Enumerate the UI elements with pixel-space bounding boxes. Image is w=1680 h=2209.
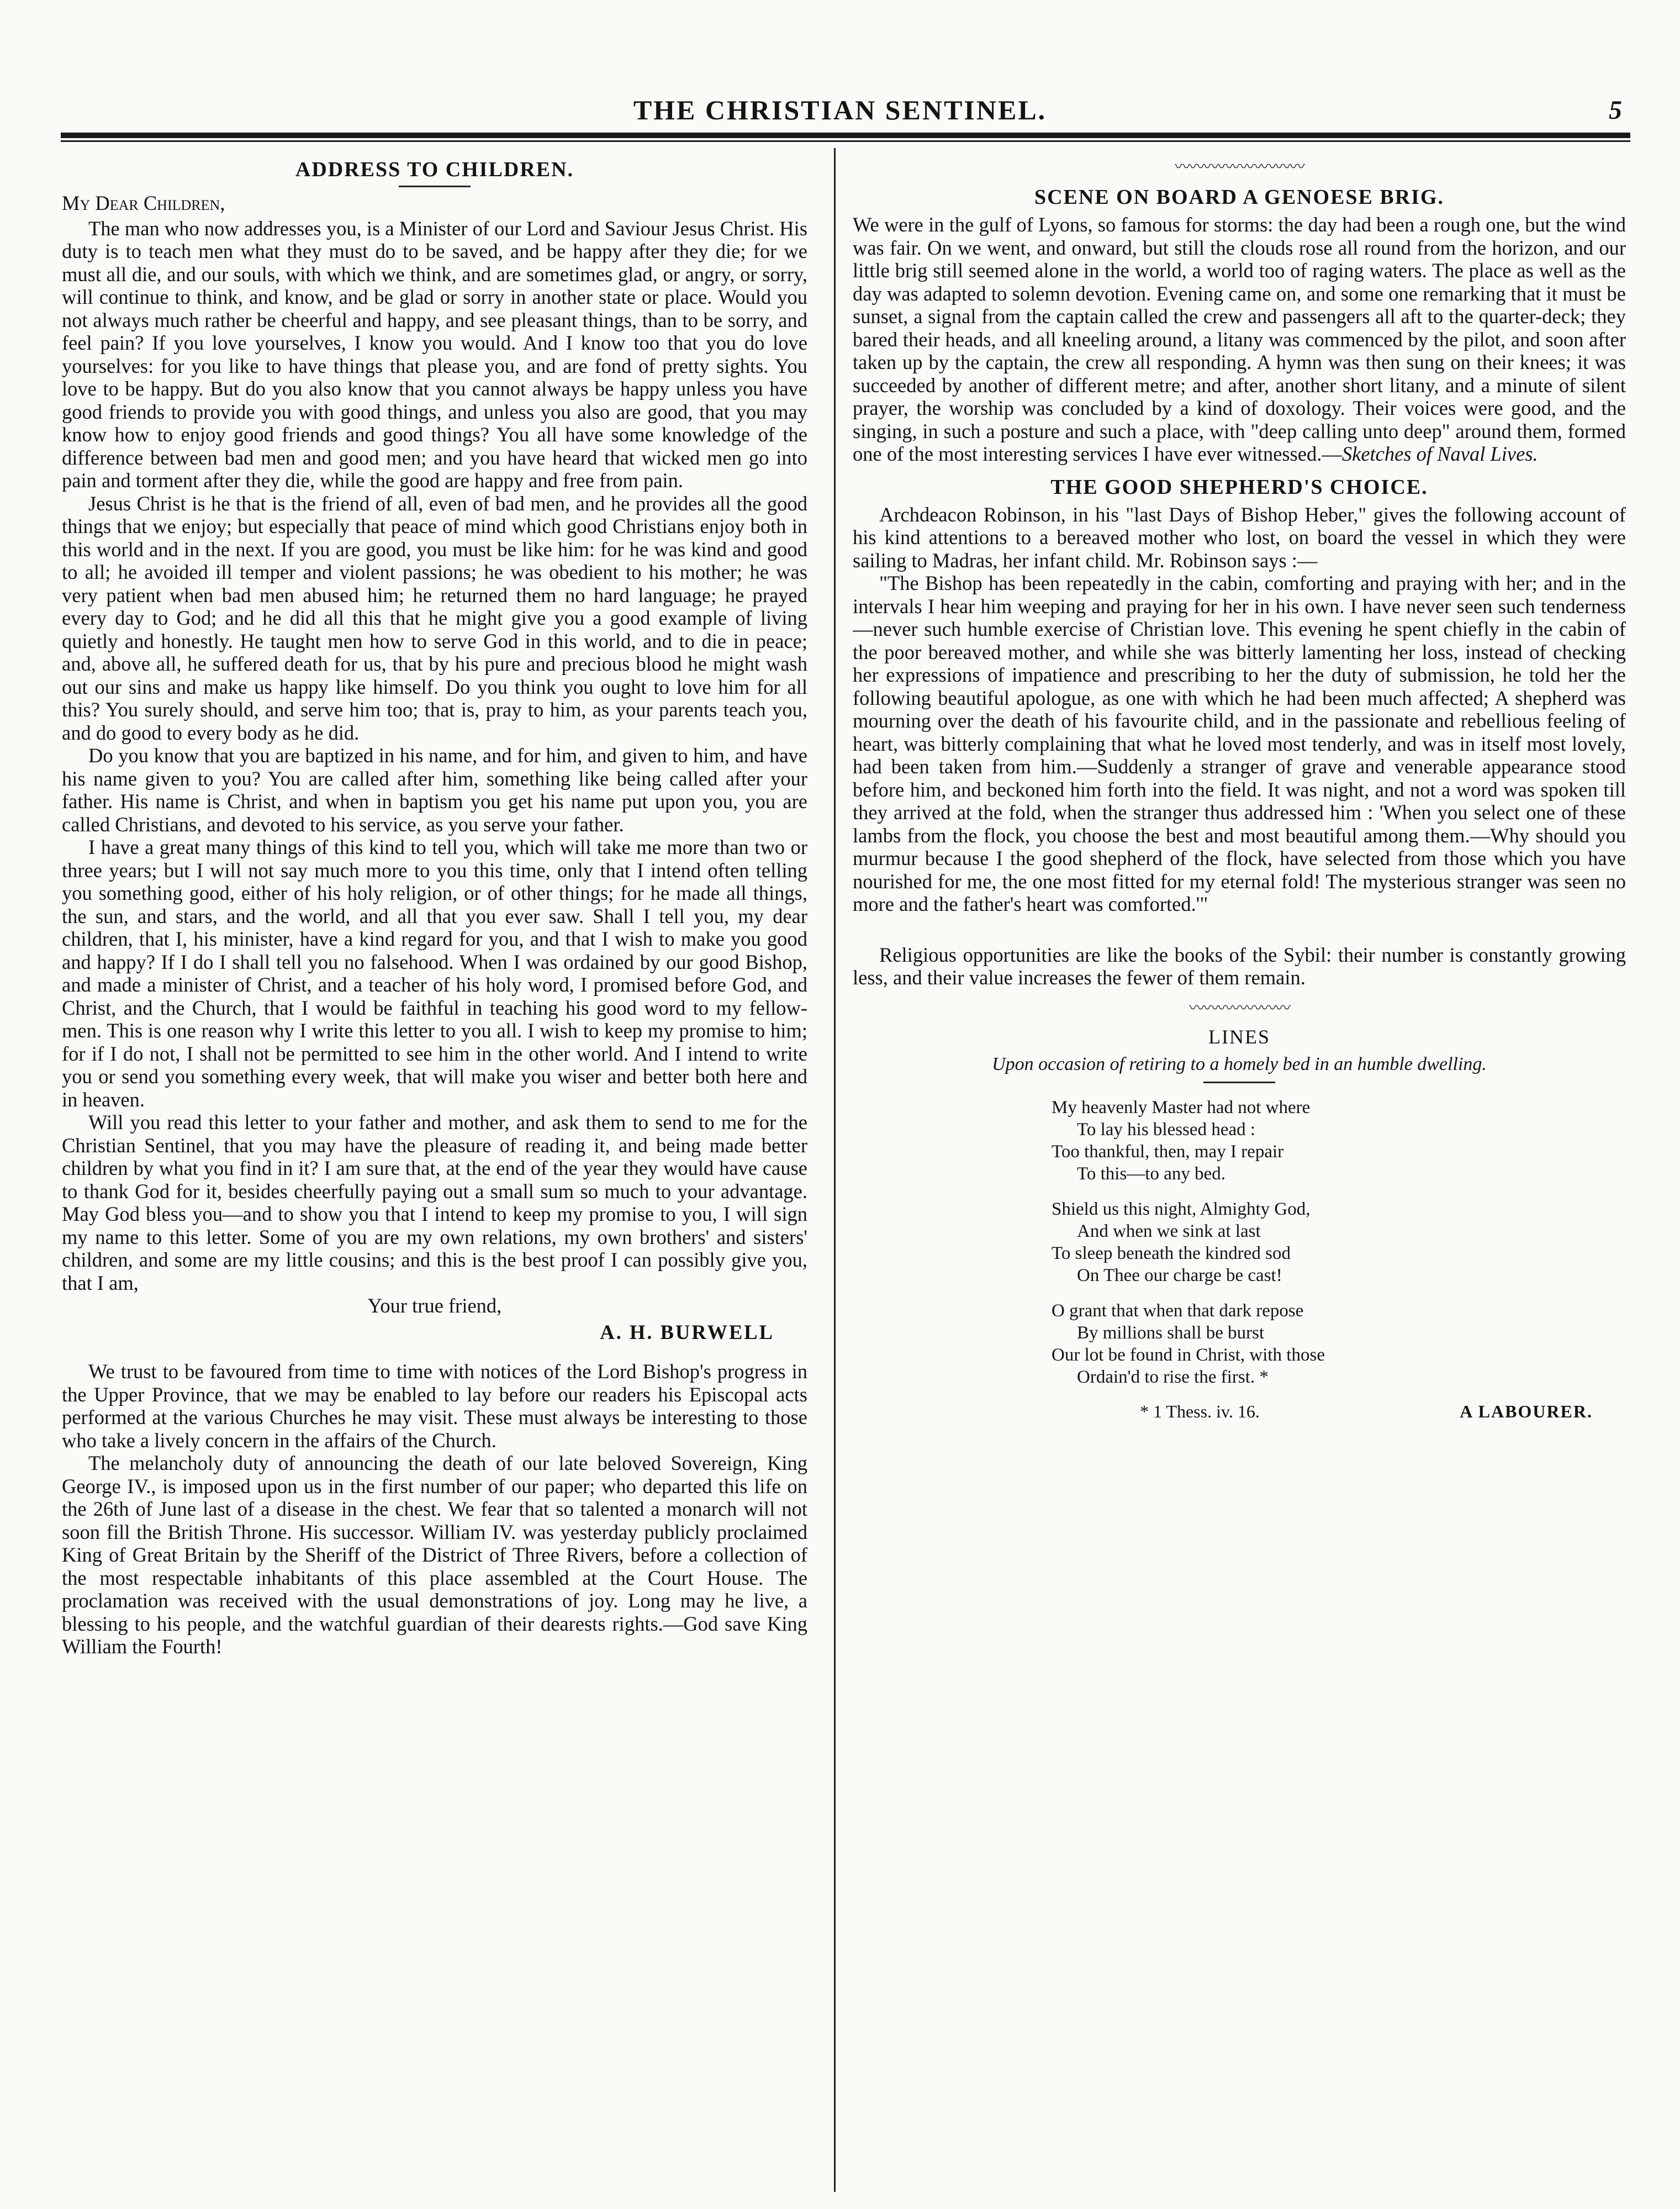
column-divider (834, 148, 836, 2192)
poem-stanza (1052, 1198, 1626, 1287)
shepherd-heading: THE GOOD SHEPHERD'S CHOICE. (1050, 475, 1428, 499)
poem-footer (853, 1400, 1626, 1424)
ornamental-divider: 〰〰〰〰〰〰〰 (1188, 999, 1290, 1017)
header-rule (61, 133, 1630, 138)
address-paragraph: Jesus Christ is he that is the friend of all, even of bad men, and he provides all the good things that we enjoy; but especially that peace of mind which good Christians enjoy both in this world and in the next. If you are good, you must be like him: for he was kind and good to all; he avoided ill temper and violent passions; he was obedient to his mother; he was very patient when bad men abused him; he returned them no hard language; he prayed every day to God; and he did all this that he might give you a good example of living quietly and honestly. He taught men how to serve God in this world, and to die in peace; and, above all, he suffered death for us, that by his pure and precious blood he might wash out our sins and make us happy like himself. Do you think you ought to love him for all this? You surely should, and serve him too; that is, pray to him, as your parents teach you, and do good to every body as he did. (62, 492, 807, 744)
scene-paragraph (853, 213, 1626, 466)
address-paragraph: Will you read this letter to your father and mother, and ask them to send to me for the Christian Sentinel, that you may have the pleasure of reading it, and being made better children by what you find in it? I am sure that, at the end of the year they would have cause to thank God for it, besides cheerfully paying out a small sum so much to your advantage. May God bless you—and to show you that I intend to keep my promise to you, I will sign my name to this letter. Some of you are my own relations, my own brothers' and sisters' children, and some are my little cousins; and this is the best proof I can possibly give you, that I am, (62, 1111, 807, 1294)
page-number: 5 (1609, 96, 1622, 125)
scene-text: We were in the gulf of Lyons, so famous for storms: the day had been a rough one, but the wind was fair. On we went, and onward, but still the clouds rose all round from the horizon, and our little brig still seemed alone in the world, a world too of raging waters. The place as well as the day was adapted to solemn devotion. Evening came on, and some one remarking that it must be sunset, a signal from the captain called the crew and passengers all aft to the quarter-deck; they bared their heads, and all kneeling around, a litany was commenced by the pilot, and soon after taken up by the captain, the crew all responding. A hymn was then sung on their knees; it was succeeded by another of different metre; and after, another short litany, and a minute of silent prayer, the worship was concluded by a kind of doxology. Their voices were good, and the singing, in such a posture and such a place, with "deep calling unto deep" around them, formed one of the most interesting services I have ever witnessed.— (853, 213, 1626, 465)
poem-line: Shield us this night, Almighty God, (1052, 1199, 1311, 1219)
notice-paragraph: The melancholy duty of announcing the death of our late beloved Sovereign, King George IV., is imposed upon us in the first number of our paper; who departed this life on the 26th of June last of a disease in the chest. We fear that so talented a monarch will not soon fill the British Throne. His successor. William IV. was yesterday publicly proclaimed King of Great Britain by the Sheriff of the District of Three Rivers, before a collection of the most respectable inhabitants of this place assembled at the Court House. The proclamation was received with the usual demonstrations of joy. Long may he live, a blessing to his people, and the watchful guardian of their dearests rights.—God save King William the Fourth! (62, 1452, 807, 1658)
poem-line: To lay his blessed head : (1077, 1119, 1256, 1140)
shepherd-intro: Archdeacon Robinson, in his "last Days of Bishop Heber," gives the following account of his kind attentions to a bereaved mother who lost, on board the vessel in which they were sailing to Madras, her infant child. Mr. Robinson says :— (853, 503, 1626, 572)
address-closing: Your true friend, (367, 1294, 502, 1317)
poem-line: Too thankful, then, may I repair (1052, 1141, 1284, 1162)
right-column (853, 148, 1626, 2192)
notice-paragraph: We trust to be favoured from time to time with notices of the Lord Bishop's progress in the Upper Province, that we may be enabled to lay before our readers his Episcopal acts performed at the various Churches he may visit. These must always be interesting to those who take a lively concern in the affairs of the Church. (62, 1360, 807, 1452)
scene-source: Sketches of Naval Lives. (1341, 442, 1538, 465)
poem-stanza (1052, 1096, 1626, 1185)
heading-divider (399, 186, 471, 187)
left-column (62, 148, 807, 2192)
poem-line: By millions shall be burst (1077, 1322, 1265, 1343)
poem-footnote: * 1 Thess. iv. 16. (1140, 1401, 1260, 1421)
address-heading: ADDRESS TO CHILDREN. (295, 158, 574, 181)
sybil-paragraph: Religious opportunities are like the books of the Sybil: their number is constantly growing less, and their value increases the fewer of them remain. (853, 943, 1626, 989)
poem-line: And when we sink at last (1077, 1221, 1261, 1241)
ornamental-divider: 〰〰〰〰〰〰〰〰〰 (1174, 159, 1304, 176)
poem-author: A LABOURER. (1460, 1401, 1593, 1421)
address-salutation: My Dear Children, (62, 192, 225, 214)
header-rule-thin (61, 140, 1630, 142)
shepherd-quote: "The Bishop has been repeatedly in the cabin, comforting and praying with her; and in the intervals I hear him weeping and praying for her in his own. I have never seen such tenderness—never such humble exercise of Christian love. This evening he spent chiefly in the cabin of the poor bereaved mother, and while she was bitterly lamenting her loss, instead of checking her expressions of impatience and prescribing to her the duty of submission, he told her the following beautiful apologue, as one with which he had been much affected; A shepherd was mourning over the death of his favourite child, and in the passionate and rebellious feeling of heart, was bitterly complaining that what he loved most tenderly, and was in itself most lovely, had been taken from him.—Suddenly a stranger of grave and venerable appearance stood before him, and beckoned him forth into the field. It was night, and not a word was spoken till they arrived at the fold, when the stranger thus addressed him : 'When you select one of these lambs from the flock, you choose the best and most beautiful among them.—Why should you murmur because I the good shepherd of the flock, have selected from those which you have nourished for me, the one most fitted for my eternal fold! The mysterious stranger was seen no more and the father's heart was comforted.'" (853, 572, 1626, 915)
address-paragraph: Do you know that you are baptized in his name, and for him, and given to him, and have his name given to you? You are called after him, something like being called after your father. His name is Christ, and when in baptism you get his name put upon you, you are called Christians, and devoted to his service, as you serve your father. (62, 744, 807, 836)
poem-line: Our lot be found in Christ, with those (1052, 1345, 1325, 1365)
poem-divider (1203, 1082, 1275, 1083)
poem-stanza (1052, 1300, 1626, 1388)
spacer (853, 916, 1626, 943)
masthead (0, 0, 1680, 133)
scene-heading: SCENE ON BOARD A GENOESE BRIG. (1034, 186, 1445, 209)
newspaper-title: THE CHRISTIAN SENTINEL. (633, 94, 1047, 125)
poem-title: LINES (1208, 1025, 1270, 1048)
poem-line: To this—to any bed. (1077, 1163, 1225, 1184)
poem-line: To sleep beneath the kindred sod (1052, 1243, 1291, 1263)
poem-subtitle: Upon occasion of retiring to a homely bed in an humble dwelling. (992, 1054, 1487, 1074)
poem-line: O grant that when that dark repose (1052, 1300, 1304, 1321)
address-paragraph: I have a great many things of this kind to tell you, which will take me more than two or three years; but I will not say much more to you this time, only that I intend often telling you something good, either of his holy religion, or of other things; for he made all things, the sun, and stars, and the world, and all that you ever saw. Shall I tell you, my dear children, that I, his minister, have a kind regard for you, and that I wish to make you good and happy? If I do I shall tell you no falsehood. When I was ordained by our good Bishop, and made a minister of Christ, and a teacher of his holy word, I promised before God, and Christ, and the Church, that I would be faithful in teaching his good word to my fellow-men. This is one reason why I write this letter to you all. I wish to keep my promise to him; for if I do not, I shall not be permitted to see him in the other world. And I intend to write you or send you something every week, that will make you wiser and better both here and in heaven. (62, 836, 807, 1111)
poem-line: Ordain'd to rise the first. * (1077, 1367, 1269, 1387)
poem-line: My heavenly Master had not where (1052, 1097, 1311, 1117)
poem-line: On Thee our charge be cast! (1077, 1265, 1282, 1285)
address-signature: A. H. BURWELL (600, 1320, 774, 1343)
address-paragraph: The man who now addresses you, is a Minister of our Lord and Saviour Jesus Christ. His duty is to teach men what they must do to be saved, and be happy after they die; for we must all die, and our souls, with which we think, and are sometimes glad, or angry, or sorry, will continue to think, and know, and be glad or sorry in another state or place. Would you not always much rather be cheerful and happy, and see pleasant things, than to be sorry, and feel pain? If you love yourselves, I know you would. And I know too that you do love yourselves: for you like to have things that please you, and are fond of pretty sights. You love to be happy. But do you also know that you cannot always be happy unless you have good friends to provide you with good things, and unless you also are good, that you may know how to enjoy good friends and good things? You all have some knowledge of the difference between bad men and good men; and you have heard that wicked men go into pain and torment after they die, while the good are happy and free from pain. (62, 217, 807, 492)
